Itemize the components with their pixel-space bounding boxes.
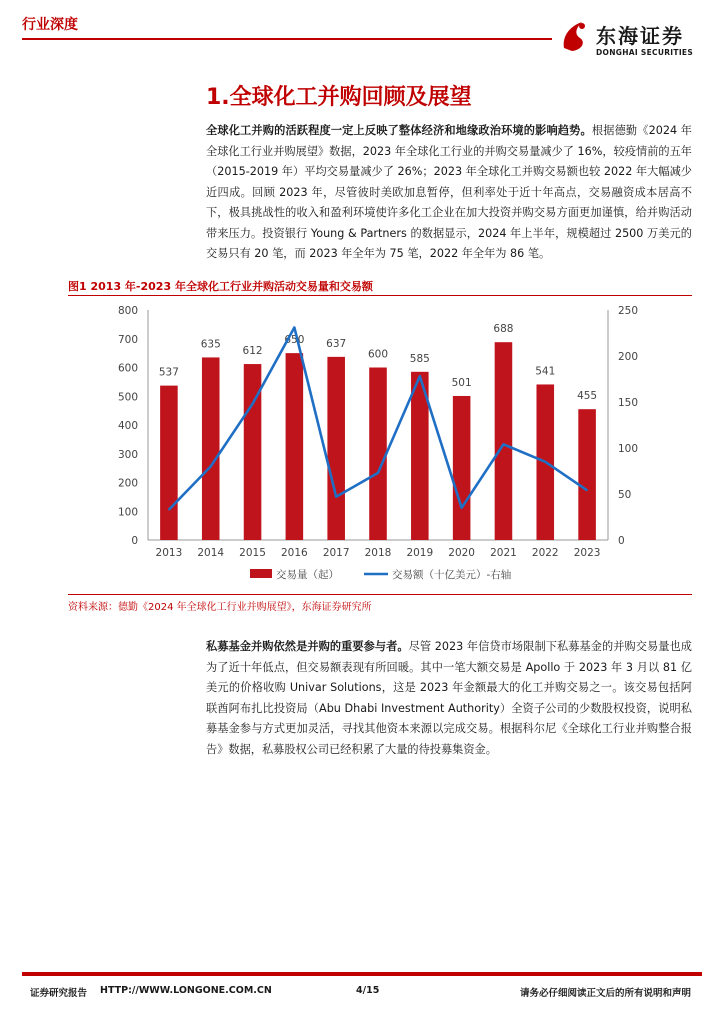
- bar-deal-volume: [160, 386, 178, 540]
- logo-english-name: DONGHAI SECURITIES: [596, 48, 694, 57]
- bar-deal-volume: [453, 396, 471, 540]
- left-axis-tick-label: 200: [117, 477, 138, 490]
- footer-report-label: 证券研究报告: [30, 988, 88, 999]
- left-axis-tick-label: 700: [117, 333, 138, 346]
- ma-volume-value-chart: [68, 296, 692, 594]
- x-axis-tick-label: 2017: [322, 547, 350, 559]
- bar-deal-volume: [202, 357, 220, 540]
- line-point-deal-value: [335, 496, 337, 498]
- x-axis-tick-label: 2014: [197, 547, 225, 559]
- bar-deal-volume: [578, 409, 596, 540]
- paragraph-body: 根据德勤《2024 年全球化工行业并购展望》数据，2023 年全球化工行业的并购交易量减少了 16%，较疫情前的五年（2015-2019 年）平均交易量减少了 26%；2023 年全球化工并购交易额也较 2022 年大幅减少近四成。回顾 2023 年，尽管彼时美欧加息暂停，但利率处于近十年高点，交易融资成本居高不下，极具挑战性的收入和盈利环境使许多化工企业在加大投资并购交易方面更加谨慎，给并购活动带来压力。投资银行 Young & Partners 的数据显示，2024 年上半年，规模超过 2500 万美元的交易只有 20 笔，而 2023 年全年为 75 笔，2022 年全年为 86 笔。: [206, 124, 692, 260]
- left-axis-tick-label: 400: [117, 420, 138, 432]
- bar-deal-volume: [286, 353, 304, 540]
- logo-mark-icon: [560, 18, 590, 54]
- left-axis-tick-label: 300: [117, 448, 138, 461]
- legend-swatch-volume: [250, 569, 272, 578]
- left-axis-tick-label: 0: [131, 535, 138, 547]
- figure-source: 资料来源：德勤《2024 年全球化工行业并购展望》，东海证券研究所: [68, 602, 372, 613]
- x-axis-tick-label: 2023: [573, 547, 601, 559]
- paragraph-lead: 全球化工并购的活跃程度一定上反映了整体经济和地缘政治环境的影响趋势。: [206, 124, 592, 137]
- bar-deal-volume: [327, 357, 345, 540]
- bar-data-label: 600: [367, 348, 389, 361]
- paragraph-body: 尽管 2023 年信贷市场限制下私募基金的并购交易量也成为了近十年低点，但交易额表现有所回暖。其中一笔大额交易是 Apollo 于 2023 年 3 月以 81 亿美元的价格收购 Univar Solutions，这是 2023 年金额最大的化工并购交易之一。该交易包括阿联酋阿布扎比投资局（Abu Dhabi Investment Authority）全资子公司的少数股权投资，说明私募基金参与方式更加灵活，寻找其他资本来源以完成交易。根据科尔尼《全球化工行业并购整合报告》数据，私募股权公司已经积累了大量的待投募集资金。: [206, 640, 692, 756]
- bar-deal-volume: [495, 342, 513, 540]
- line-point-deal-value: [377, 472, 379, 474]
- line-point-deal-value: [168, 509, 170, 511]
- right-axis-tick-label: 250: [618, 305, 639, 317]
- bar-data-label: 650: [284, 334, 305, 347]
- paragraph-lead: 私募基金并购依然是并购的重要参与者。: [206, 640, 409, 653]
- x-axis-tick-label: 2016: [280, 547, 308, 559]
- legend-label-value: 交易额（十亿美元）-右轴: [392, 569, 512, 581]
- line-point-deal-value: [461, 507, 463, 509]
- x-axis-tick-label: 2022: [531, 547, 559, 559]
- company-logo: [560, 18, 710, 62]
- left-axis-tick-label: 600: [117, 362, 138, 375]
- right-axis-tick-label: 100: [618, 443, 639, 455]
- left-axis-tick-label: 100: [117, 506, 138, 519]
- bar-data-label: 537: [158, 366, 179, 379]
- bar-data-label: 501: [451, 376, 472, 389]
- figure-caption: 图1 2013 年-2023 年全球化工行业并购活动交易量和交易额: [68, 280, 373, 293]
- section-heading: 1.全球化工并购回顾及展望: [206, 85, 472, 110]
- footer-disclaimer: 请务必仔细阅读正文后的所有说明和声明: [520, 988, 692, 999]
- line-point-deal-value: [503, 444, 505, 446]
- x-axis-tick-label: 2018: [364, 547, 392, 559]
- right-axis-tick-label: 0: [618, 535, 625, 547]
- footer-website-link[interactable]: HTTP://WWW.LONGONE.COM.CN: [100, 985, 272, 996]
- left-axis-tick-label: 800: [117, 305, 138, 317]
- line-point-deal-value: [544, 461, 546, 463]
- logo-chinese-name: 东海证券: [596, 24, 684, 48]
- bar-data-label: 585: [409, 352, 430, 365]
- x-axis-tick-label: 2013: [155, 547, 183, 559]
- x-axis-tick-label: 2020: [448, 547, 476, 559]
- left-axis-tick-label: 500: [117, 391, 138, 404]
- line-point-deal-value: [419, 375, 421, 377]
- line-point-deal-value: [210, 466, 212, 468]
- report-type-tag: 行业深度: [22, 17, 78, 33]
- page-number: 4/15: [356, 985, 380, 996]
- paragraph-global-ma: [206, 121, 692, 265]
- bar-data-label: 635: [200, 338, 221, 351]
- header-divider: [22, 38, 552, 40]
- right-axis-tick-label: 200: [618, 351, 639, 363]
- x-axis-tick-label: 2021: [490, 547, 517, 559]
- bar-data-label: 637: [326, 337, 347, 350]
- bar-data-label: 612: [242, 345, 263, 358]
- footer-divider: [22, 972, 702, 976]
- bar-deal-volume: [369, 368, 387, 541]
- right-axis-tick-label: 150: [618, 397, 639, 409]
- right-axis-tick-label: 50: [618, 489, 632, 501]
- bar-data-label: 455: [577, 390, 598, 403]
- legend-label-volume: 交易量（起）: [276, 569, 339, 581]
- x-axis-tick-label: 2015: [239, 547, 266, 559]
- bar-data-label: 541: [535, 365, 556, 378]
- paragraph-private-equity: [206, 637, 692, 760]
- figure-bottom-rule: [68, 594, 692, 595]
- x-axis-tick-label: 2019: [406, 547, 434, 559]
- line-point-deal-value: [294, 327, 296, 329]
- bar-data-label: 688: [493, 323, 514, 336]
- line-point-deal-value: [252, 403, 254, 405]
- line-point-deal-value: [586, 490, 588, 492]
